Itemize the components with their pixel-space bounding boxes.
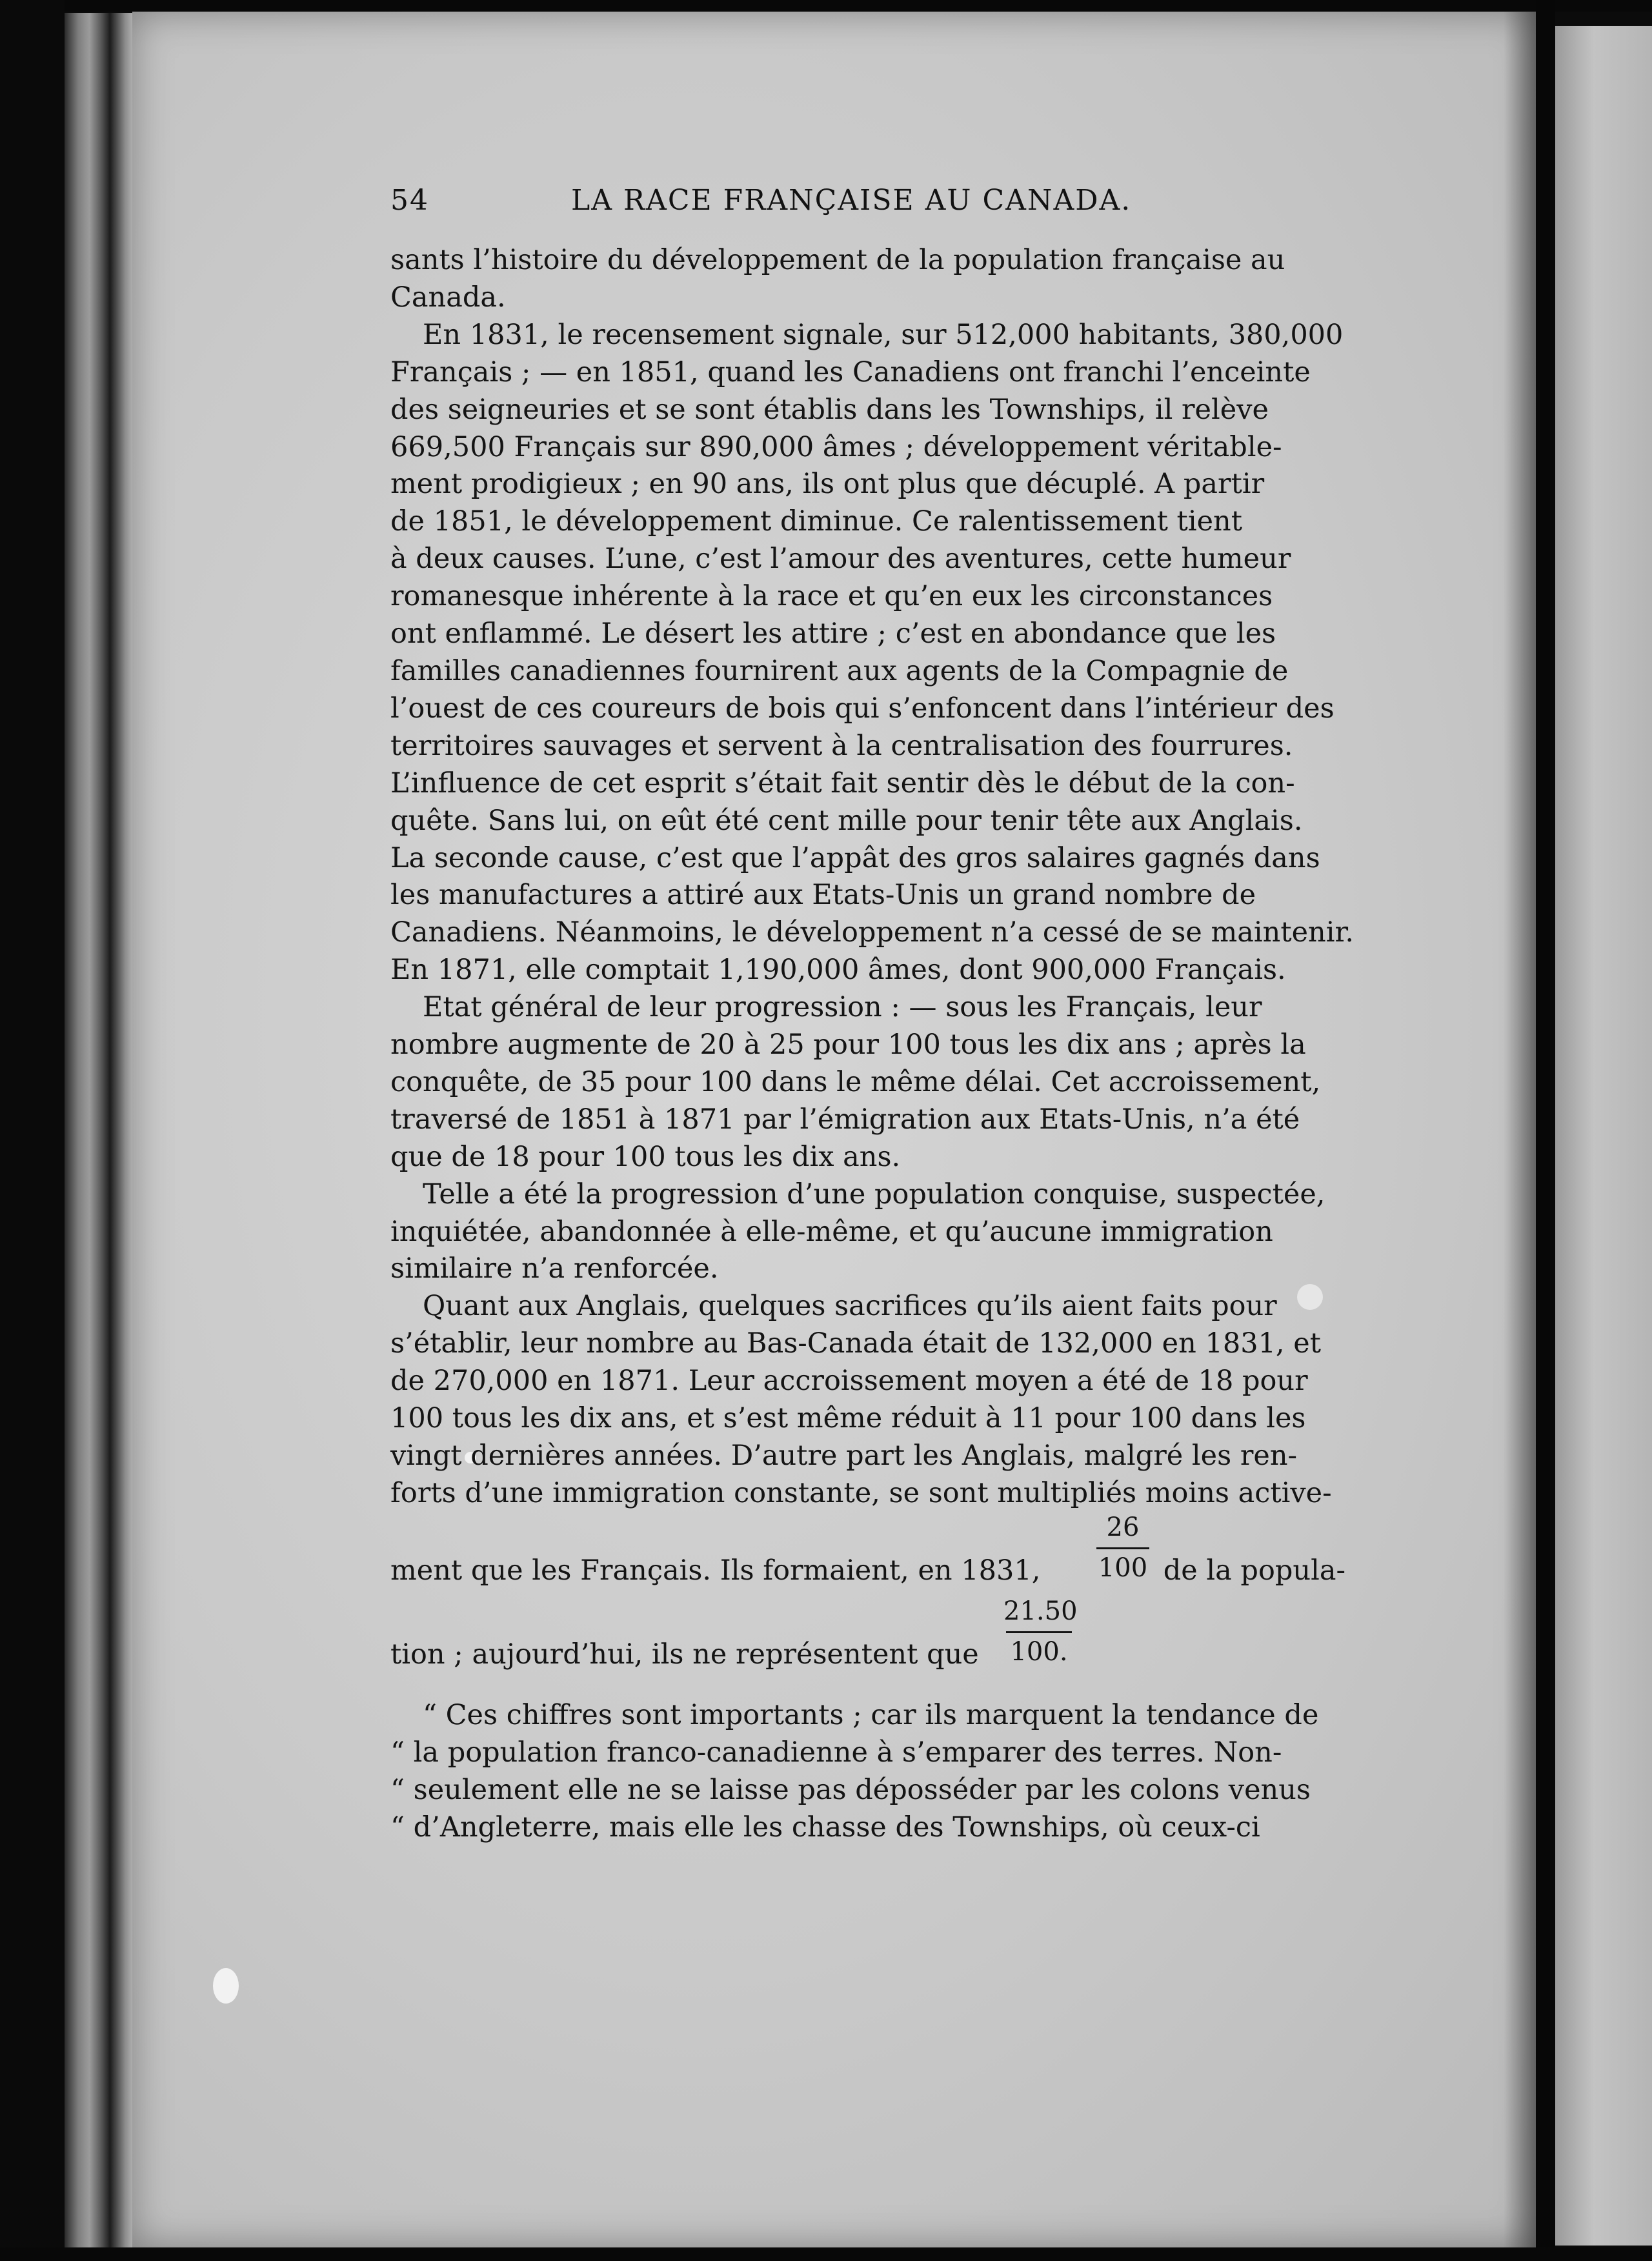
- fraction-numerator: 21.50: [1003, 1596, 1078, 1626]
- text-line: territoires sauvages et servent à la centralisation des fourrures.: [390, 729, 1293, 762]
- text-line: traversé de 1851 à 1871 par l’émigration aux Etats-Unis, n’a été: [390, 1103, 1300, 1136]
- text-line: familles canadiennes fournirent aux agents de la Compagnie de: [390, 654, 1289, 687]
- paragraph-start: Quant aux Anglais, quelques sacrifices qu’ils aient faits pour: [423, 1290, 1277, 1323]
- quote-line: “ d’Angleterre, mais elle les chasse des Townships, où ceux-ci: [390, 1811, 1260, 1844]
- fraction-denominator: 100: [1098, 1553, 1148, 1583]
- text-line: les manufactures a attiré aux Etats-Unis un grand nombre de: [390, 879, 1256, 912]
- text-line: nombre augmente de 20 à 25 pour 100 tous les dix ans ; après la: [390, 1029, 1306, 1061]
- quote-line: “ seulement elle ne se laisse pas déposséder par les colons venus: [390, 1773, 1311, 1806]
- fraction-denominator: 100.: [1010, 1636, 1068, 1667]
- text-line: ment que les Français. Ils formaient, en 1831,: [390, 1554, 1041, 1587]
- paragraph-start: Telle a été la progression d’une population conquise, suspectée,: [423, 1178, 1325, 1211]
- fraction-bar: [1006, 1631, 1072, 1633]
- text-line: L’influence de cet esprit s’était fait sentir dès le début de la con-: [390, 767, 1295, 799]
- text-line: ment prodigieux ; en 90 ans, ils ont plus que décuplé. A partir: [390, 468, 1265, 501]
- text-line: de la popula-: [1163, 1554, 1345, 1587]
- text-line: quête. Sans lui, on eût été cent mille pour tenir tête aux Anglais.: [390, 804, 1303, 837]
- text-line: que de 18 pour 100 tous les dix ans.: [390, 1140, 901, 1173]
- text-line: des seigneuries et se sont établis dans les Townships, il relève: [390, 393, 1269, 426]
- paragraph-start: En 1831, le recensement signale, sur 512,000 habitants, 380,000: [423, 318, 1344, 351]
- scan-gutter-gap: [1536, 0, 1555, 2261]
- book-edge-strip: [65, 13, 110, 2252]
- fraction-26-100: [1094, 1512, 1152, 1583]
- text-line: vingt dernières années. D’autre part les Anglais, malgré les ren-: [390, 1440, 1298, 1472]
- text-line: similaire n’a renforcée.: [390, 1252, 719, 1285]
- running-title: LA RACE FRANÇAISE AU CANADA.: [571, 184, 1132, 217]
- fraction-numerator: 26: [1106, 1512, 1140, 1542]
- text-line: Canada.: [390, 281, 506, 314]
- book-edge-strip-inner: [110, 13, 136, 2252]
- text-line: forts d’une immigration constante, se sont multipliés moins active-: [390, 1476, 1332, 1509]
- text-line: romanesque inhérente à la race et qu’en eux les circonstances: [390, 580, 1273, 613]
- text-line: de 270,000 en 1871. Leur accroissement moyen a été de 18 pour: [390, 1365, 1308, 1398]
- body-text: [390, 242, 1354, 1846]
- text-line: En 1871, elle comptait 1,190,000 âmes, dont 900,000 Français.: [390, 954, 1286, 987]
- adjacent-page-fragment: [1555, 26, 1652, 2246]
- text-line: tion ; aujourd’hui, ils ne représentent que: [390, 1638, 979, 1671]
- text-line: inquiétée, abandonnée à elle-même, et qu’aucune immigration: [390, 1215, 1273, 1248]
- paragraph-start: Etat général de leur progression : — sous les Français, leur: [423, 991, 1262, 1024]
- page-number: 54: [390, 184, 429, 217]
- fraction-2150-100: [1003, 1596, 1078, 1667]
- fraction-line-2: [390, 1596, 1345, 1680]
- text-line: 100 tous les dix ans, et s’est même réduit à 11 pour 100 dans les: [390, 1402, 1306, 1435]
- running-header: [390, 184, 1229, 223]
- text-line: La seconde cause, c’est que l’appât des gros salaires gagnés dans: [390, 841, 1320, 874]
- text-line: conquête, de 35 pour 100 dans le même délai. Cet accroissement,: [390, 1065, 1321, 1098]
- paper-speck: [213, 1968, 239, 2004]
- quote-line: “ Ces chiffres sont importants ; car ils marquent la tendance de: [423, 1698, 1319, 1731]
- quote-line: “ la population franco-canadienne à s’emparer des terres. Non-: [390, 1736, 1282, 1769]
- text-line: 669,500 Français sur 890,000 âmes ; développement véritable-: [390, 430, 1282, 463]
- text-line: sants l’histoire du développement de la population française au: [390, 244, 1285, 276]
- fraction-line-1: [390, 1512, 1345, 1596]
- text-line: à deux causes. L’une, c’est l’amour des aventures, cette humeur: [390, 543, 1291, 576]
- text-line: de 1851, le développement diminue. Ce ralentissement tient: [390, 505, 1243, 538]
- text-line: l’ouest de ces coureurs de bois qui s’enfoncent dans l’intérieur des: [390, 692, 1335, 725]
- text-line: ont enflammé. Le désert les attire ; c’est en abondance que les: [390, 618, 1276, 650]
- text-line: Français ; — en 1851, quand les Canadiens ont franchi l’enceinte: [390, 356, 1311, 388]
- scan-top-border: [0, 0, 1652, 12]
- scan-left-border: [0, 0, 65, 2261]
- scan-bottom-border: [0, 2247, 1652, 2261]
- fraction-bar: [1096, 1547, 1149, 1549]
- text-line: Canadiens. Néanmoins, le développement n’a cessé de se maintenir.: [390, 916, 1354, 949]
- text-line: s’établir, leur nombre au Bas-Canada était de 132,000 en 1831, et: [390, 1327, 1321, 1360]
